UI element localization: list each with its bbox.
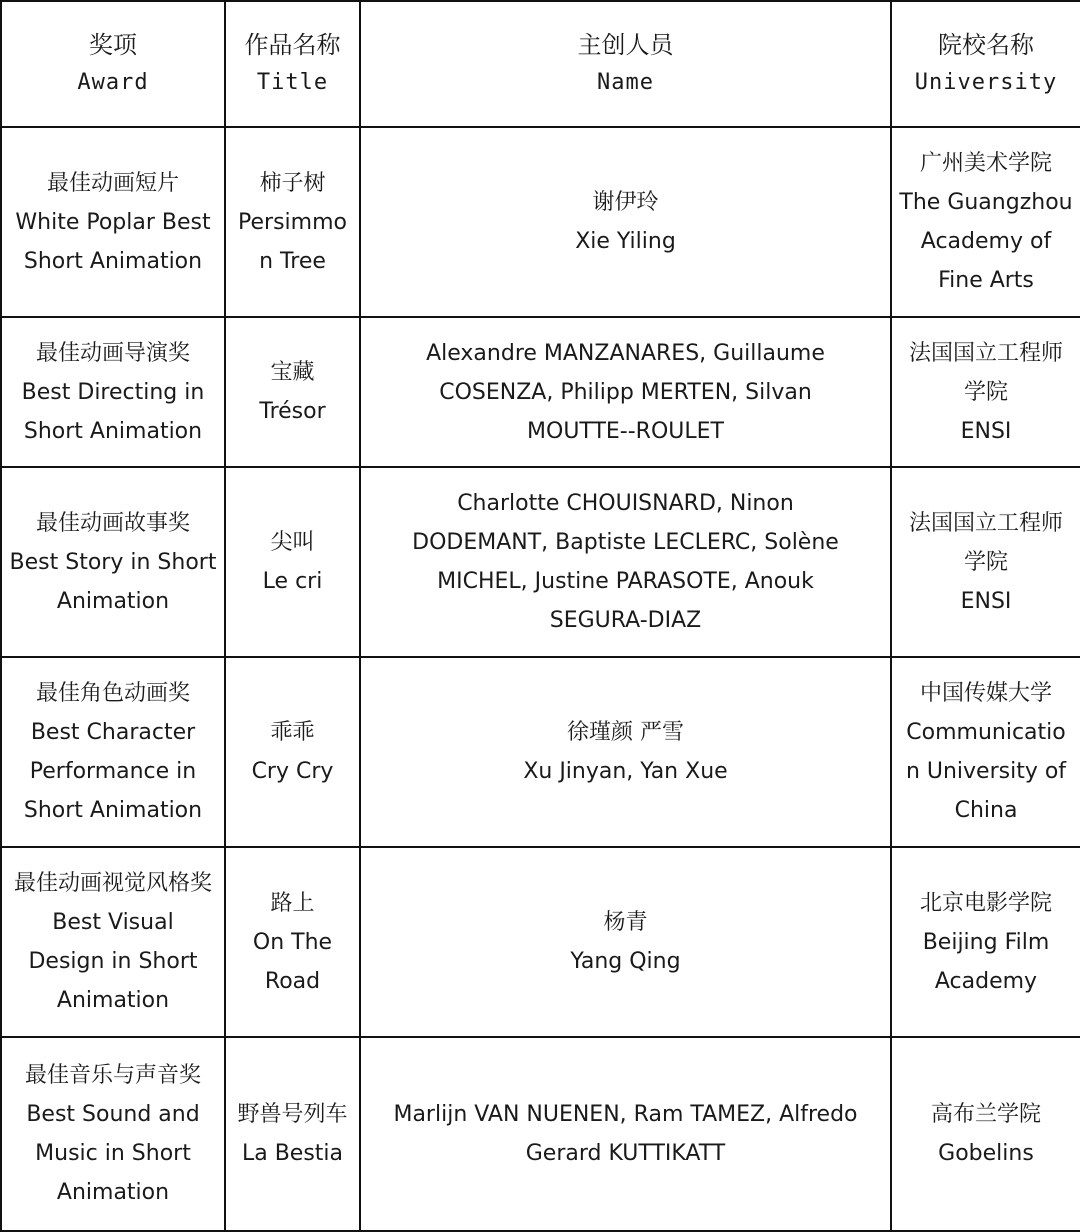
university-line: ENSI xyxy=(960,588,1012,614)
university-line: 法国国立工程师 xyxy=(908,340,1063,366)
header-award xyxy=(1,1,225,127)
university-line: 北京电影学院 xyxy=(919,890,1052,916)
title-line: 柿子树 xyxy=(259,170,326,196)
header-title-en: Title xyxy=(256,70,329,95)
award-zh: 最佳动画导演奖 xyxy=(35,340,190,366)
header-university-en: University xyxy=(914,70,1058,95)
title-cell xyxy=(225,467,360,657)
names-line: Xu Jinyan, Yan Xue xyxy=(523,759,728,784)
table-row xyxy=(1,467,1080,657)
names-line: DODEMANT, Baptiste LECLERC, Solène xyxy=(412,530,839,555)
table-row xyxy=(1,127,1080,317)
names-line: SEGURA-DIAZ xyxy=(549,608,702,633)
table-row xyxy=(1,847,1080,1037)
table-row xyxy=(1,657,1080,847)
title-line: Trésor xyxy=(259,399,326,424)
university-cell xyxy=(891,317,1080,467)
names-line: 杨青 xyxy=(603,910,648,935)
university-line: Gobelins xyxy=(938,1141,1034,1166)
university-line: The Guangzhou xyxy=(899,190,1073,215)
university-line: Beijing Film xyxy=(922,929,1050,955)
names-cell xyxy=(360,317,891,467)
award-en-line: Short Animation xyxy=(23,248,203,274)
award-zh: 最佳动画视觉风格奖 xyxy=(13,871,212,896)
award-zh: 最佳动画短片 xyxy=(46,170,179,196)
award-cell xyxy=(1,467,225,657)
title-cell xyxy=(225,317,360,467)
award-en-line: White Poplar Best xyxy=(15,209,211,235)
header-award-en: Award xyxy=(77,70,149,95)
university-cell xyxy=(891,467,1080,657)
award-en-line: Animation xyxy=(56,988,170,1013)
names-cell xyxy=(360,847,891,1037)
names-line: MOUTTE--ROULET xyxy=(527,418,724,444)
title-cell xyxy=(225,1037,360,1231)
award-cell xyxy=(1,657,225,847)
title-line: 乖乖 xyxy=(270,720,315,745)
names-cell xyxy=(360,127,891,317)
title-line: 野兽号列车 xyxy=(237,1102,348,1127)
university-line: 广州美术学院 xyxy=(919,151,1052,176)
university-line: 学院 xyxy=(963,379,1008,405)
award-zh: 最佳动画故事奖 xyxy=(35,510,190,536)
names-line: COSENZA, Philipp MERTEN, Silvan xyxy=(439,379,812,405)
award-en-line: Best Story in Short xyxy=(9,549,217,575)
university-cell xyxy=(891,657,1080,847)
header-award-zh: 奖项 xyxy=(89,31,137,59)
university-line: 中国传媒大学 xyxy=(919,681,1052,706)
names-line: MICHEL, Justine PARASOTE, Anouk xyxy=(437,569,814,594)
university-line: Academy xyxy=(934,968,1038,994)
award-cell xyxy=(1,1037,225,1231)
title-cell xyxy=(225,847,360,1037)
award-zh: 最佳音乐与声音奖 xyxy=(24,1063,201,1088)
award-en-line: Best Character xyxy=(30,720,196,745)
names-line: 徐瑾颜 严雪 xyxy=(567,720,684,745)
title-line: Persimmo xyxy=(238,209,347,235)
names-line: 谢伊玲 xyxy=(592,190,659,215)
award-en-line: Design in Short xyxy=(28,949,198,974)
university-line: Communicatio xyxy=(906,720,1066,745)
university-cell xyxy=(891,1037,1080,1231)
names-cell xyxy=(360,657,891,847)
title-line: 尖叫 xyxy=(270,530,315,555)
university-cell xyxy=(891,127,1080,317)
title-line: La Bestia xyxy=(241,1141,344,1166)
title-line: 宝藏 xyxy=(270,360,315,385)
title-cell xyxy=(225,657,360,847)
header-name xyxy=(360,1,891,127)
title-line: Cry Cry xyxy=(251,759,334,784)
header-university xyxy=(891,1,1080,127)
university-line: 学院 xyxy=(963,549,1008,575)
award-en-line: Short Animation xyxy=(23,798,203,823)
names-line: Marlijn VAN NUENEN, Ram TAMEZ, Alfredo xyxy=(393,1102,858,1127)
university-line: n University of xyxy=(905,759,1067,784)
title-line: n Tree xyxy=(259,248,326,274)
title-line: 路上 xyxy=(270,890,315,916)
names-line: Xie Yiling xyxy=(575,229,676,254)
header-row xyxy=(1,1,1080,127)
header-name-zh: 主创人员 xyxy=(577,31,674,59)
university-line: 高布兰学院 xyxy=(930,1102,1041,1127)
table-row xyxy=(1,317,1080,467)
header-title-zh: 作品名称 xyxy=(244,31,341,59)
award-en-line: Animation xyxy=(56,588,170,614)
title-line: Le cri xyxy=(262,569,323,594)
university-line: ENSI xyxy=(960,418,1012,444)
award-cell xyxy=(1,847,225,1037)
title-line: Road xyxy=(264,968,321,994)
names-line: Yang Qing xyxy=(570,949,681,974)
title-line: On The xyxy=(252,929,333,955)
award-en-line: Best Directing in xyxy=(21,379,205,405)
award-en-line: Music in Short xyxy=(35,1141,191,1166)
university-line: China xyxy=(954,798,1018,823)
header-university-zh: 院校名称 xyxy=(938,31,1034,59)
university-cell xyxy=(891,847,1080,1037)
award-en-line: Performance in xyxy=(29,759,197,784)
university-line: 法国国立工程师 xyxy=(908,510,1063,536)
names-line: Gerard KUTTIKATT xyxy=(525,1141,726,1166)
header-name-en: Name xyxy=(597,70,654,95)
university-line: Fine Arts xyxy=(938,268,1034,293)
award-zh: 最佳角色动画奖 xyxy=(35,681,190,706)
award-en-line: Best Sound and xyxy=(26,1102,200,1127)
header-title xyxy=(225,1,360,127)
names-line: Charlotte CHOUISNARD, Ninon xyxy=(457,491,794,516)
title-cell xyxy=(225,127,360,317)
award-cell xyxy=(1,127,225,317)
award-en-line: Best Visual xyxy=(52,910,174,935)
names-line: Alexandre MANZANARES, Guillaume xyxy=(426,340,825,366)
award-en-line: Animation xyxy=(56,1180,170,1205)
names-cell xyxy=(360,1037,891,1231)
table-row xyxy=(1,1037,1080,1231)
names-cell xyxy=(360,467,891,657)
award-en-line: Short Animation xyxy=(23,418,203,444)
award-cell xyxy=(1,317,225,467)
university-line: Academy of xyxy=(920,229,1052,254)
